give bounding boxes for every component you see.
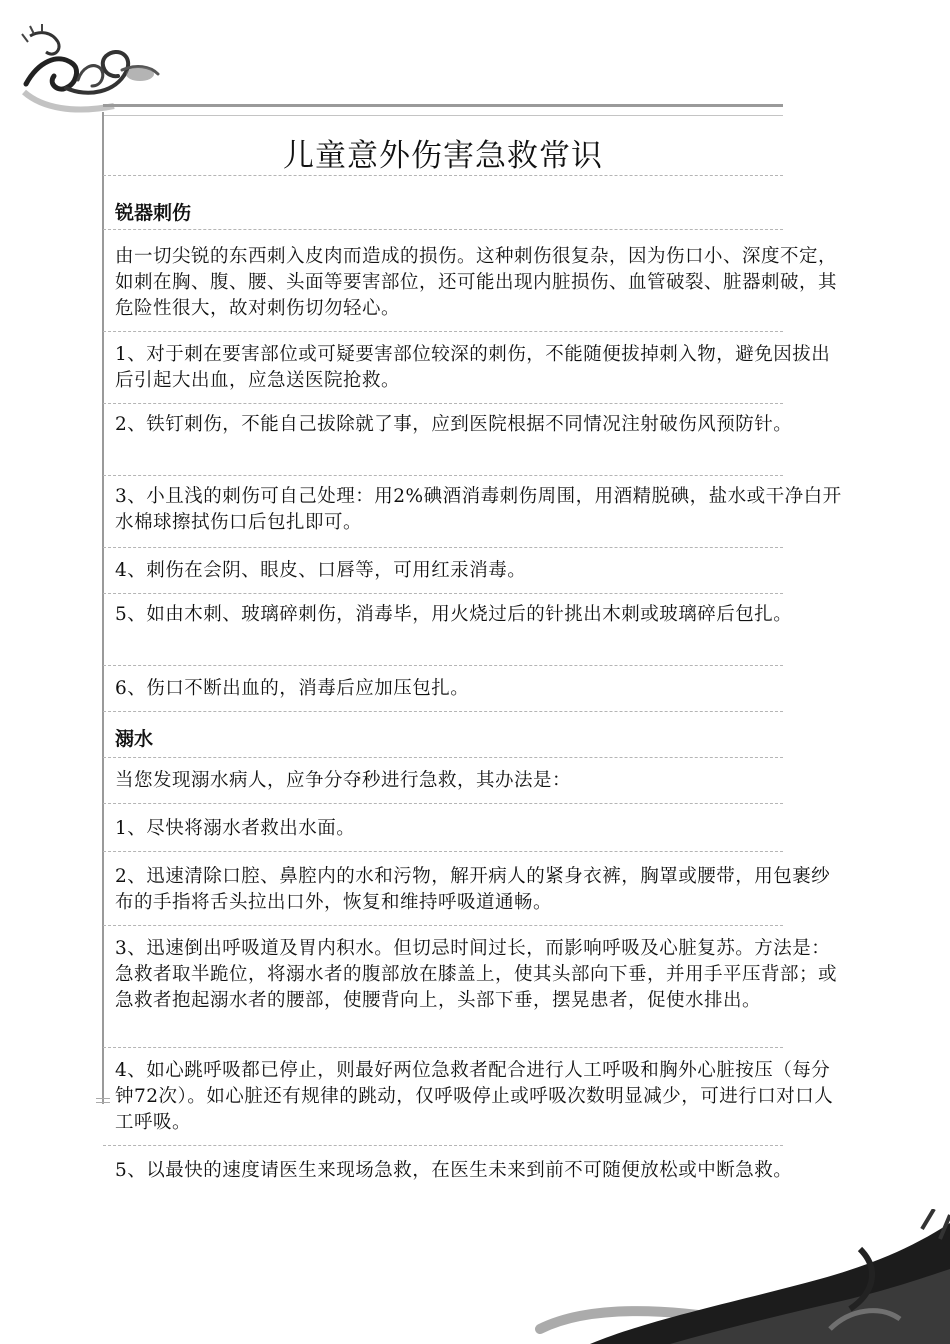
paragraph: 2、迅速清除口腔、鼻腔内的水和污物，解开病人的紧身衣裤，胸罩或腰带，用包裹纱布的手指将舌头拉出口外，恢复和维持呼吸道通畅。: [115, 866, 831, 913]
paragraph-block: [103, 404, 793, 476]
paragraph-block: [103, 758, 783, 804]
paragraph-block: [103, 548, 783, 594]
paragraph-block: [103, 666, 783, 712]
paragraph-block: [103, 594, 793, 666]
paragraph: 4、如心跳呼吸都已停止，则最好两位急救者配合进行人工呼吸和胸外心脏按压（每分钟72次）。如心脏还有规律的跳动，仅呼吸停止或呼吸次数明显减少，可进行口对口人工呼吸。: [115, 1060, 834, 1133]
paragraph-block: [103, 230, 838, 332]
paragraph-block: [103, 926, 838, 1048]
paragraph-block: [103, 1146, 793, 1216]
paragraph: 6、伤口不断出血的，消毒后应加压包扎。: [115, 678, 470, 699]
heading-block: [103, 176, 783, 230]
title-row: [103, 112, 783, 176]
document-body: [103, 112, 783, 176]
paragraph: 当您发现溺水病人，应争分夺秒进行急救，其办法是：: [115, 770, 572, 791]
heading-block: [103, 712, 783, 758]
paragraph: 1、对于刺在要害部位或可疑要害部位较深的刺伤，不能随便拔掉刺入物，避免因拔出后引起大出血，应急送医院抢救。: [115, 344, 831, 391]
paragraph: 2、铁钉刺伤，不能自己拔除就了事，应到医院根据不同情况注射破伤风预防针。: [115, 414, 793, 435]
paragraph-block: [103, 332, 831, 404]
paragraph: 5、以最快的速度请医生来现场急救，在医生未来到前不可随便放松或中断急救。: [115, 1160, 793, 1181]
section-heading: 溺水: [115, 728, 154, 750]
paragraph: 3、迅速倒出呼吸道及胃内积水。但切忌时间过长，而影响呼吸及心脏复苏。方法是：急救者取半跪位，将溺水者的腹部放在膝盖上，使其头部向下垂，并用手平压背部；或急救者抱起溺水者的腰部，使腰背向上，头部下垂，摆晃患者，促使水排出。: [115, 938, 838, 1011]
paragraph: 5、如由木刺、玻璃碎刺伤，消毒毕，用火烧过后的针挑出木刺或玻璃碎后包扎。: [115, 604, 793, 625]
section-heading: 锐器刺伤: [115, 202, 192, 224]
paragraph-block: [103, 476, 842, 548]
paragraph: 1、尽快将溺水者救出水面。: [115, 818, 356, 839]
ink-dragon-decoration: [18, 22, 168, 117]
paragraph-block: [103, 804, 783, 852]
paragraph: 由一切尖锐的东西刺入皮肉而造成的损伤。这种刺伤很复杂，因为伤口小、深度不定，如刺在胸、腹、腰、头面等要害部位，还可能出现内脏损伤、血管破裂、脏器刺破，其危险性很大，故对刺伤切勿轻心。: [115, 246, 838, 319]
paragraph: 3、小且浅的刺伤可自己处理：用2%碘酒消毒刺伤周围，用酒精脱碘，盐水或干净白开水棉球擦拭伤口后包扎即可。: [115, 486, 842, 533]
paragraph-block: [103, 1048, 834, 1146]
ink-brush-decoration: [530, 1209, 950, 1344]
paragraph-block: [103, 852, 831, 926]
document-title: 儿童意外伤害急救常识: [283, 138, 603, 174]
paragraph: 4、刺伤在会阴、眼皮、口唇等，可用红汞消毒。: [115, 560, 527, 581]
